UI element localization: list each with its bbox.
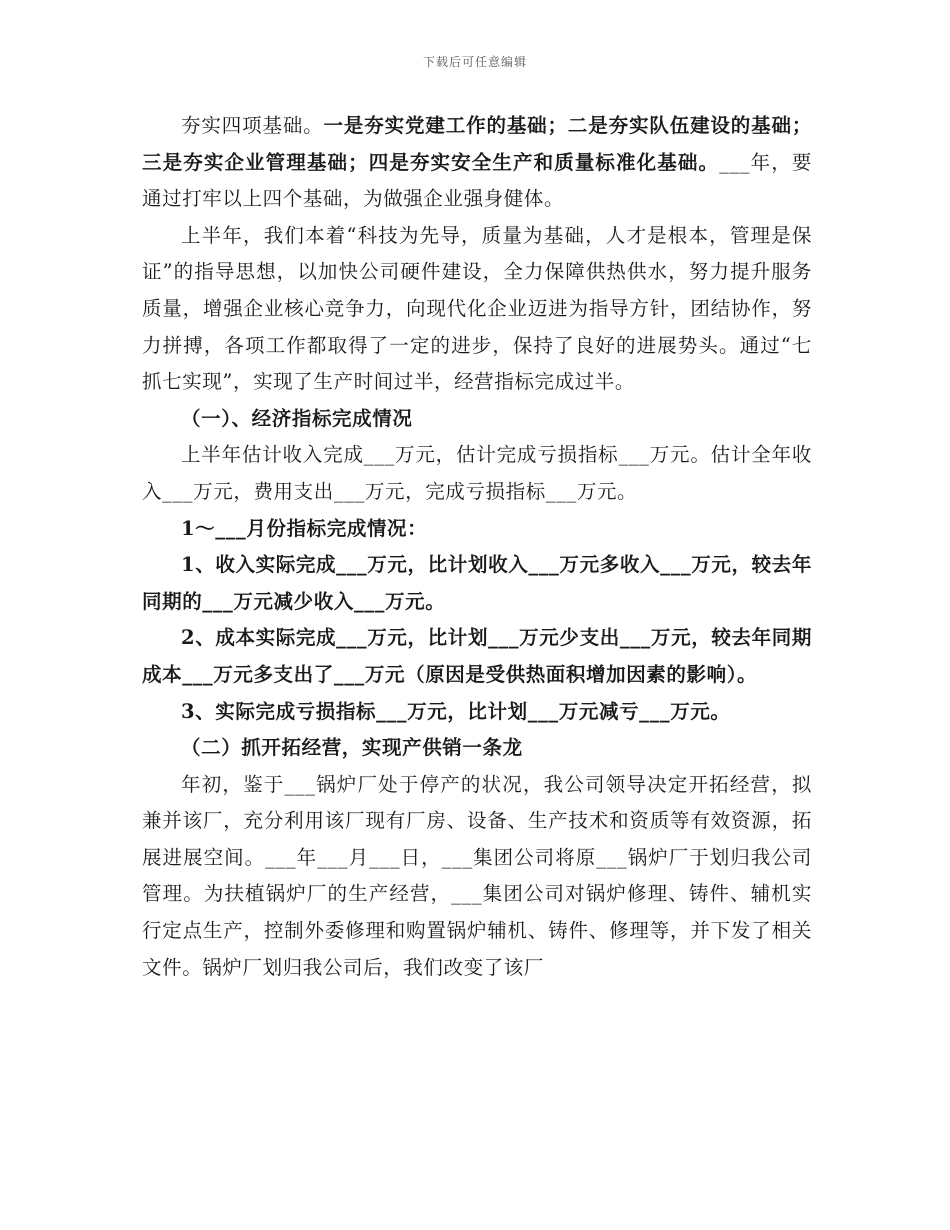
paragraph-foundations — [142, 108, 812, 218]
paragraph-first-half-summary: 上半年，我们本着“科技为先导，质量为基础，人才是根本，管理是保证”的指导思想，以加快公司硬件建设，全力保障供热供水，努力提升服务质量，增强企业核心竞争力，向现代化企业迈进为指导方针，团结协作，努力拼搏，各项工作都取得了一定的进步，保持了良好的进展势头。通过“七抓七实现”，实现了生产时间过半，经营指标完成过半。 — [142, 223, 812, 394]
paragraph-foundations-bold: 一是夯实党建工作的基础；二是夯实队伍建设的基础；三是夯实企业管理基础；四是夯实安全生产和质量标准化基础。 — [142, 114, 812, 174]
section-heading-economic-indicators: （一）、经济指标完成情况 — [181, 406, 413, 430]
list-item-loss: 3、实际完成亏损指标___万元，比计划___万元减亏___万元。 — [181, 699, 731, 723]
document-body — [142, 108, 812, 986]
paragraph-boiler-factory: 年初，鉴于___锅炉厂处于停产的状况，我公司领导决定开拓经营，拟兼并该厂，充分利用该厂现有厂房、设备、生产技术和资质等有效资源，拓展进展空间。___年___月___日，___集团公司将原___锅炉厂于划归我公司管理。为扶植锅炉厂的生产经营，___集团公司对锅炉修理、铸件、辅机实行定点生产，控制外委修理和购置锅炉辅机、铸件、修理等，并下发了相关文件。锅炉厂划归我公司后，我们改变了该厂 — [142, 772, 812, 979]
paragraph-foundations-tail: ___年，要通过打牢以上四个基础，为做强企业强身健体。 — [142, 150, 812, 211]
paragraph-foundations-lead: 夯实四项基础。 — [181, 114, 324, 137]
list-item-income: 1、收入实际完成___万元，比计划收入___万元多收入___万元，较去年同期的___万元减少收入___万元。 — [142, 553, 812, 613]
subheading-monthly-indicators: 1～___月份指标完成情况： — [181, 516, 428, 540]
list-item-cost: 2、成本实际完成___万元，比计划___万元少支出___万元，较去年同期成本___万元多支出了___万元（原因是受供热面积增加因素的影响）。 — [142, 626, 812, 686]
page-header-note: 下载后可任意编辑 — [422, 55, 527, 69]
section-heading-business-expansion: （二）抓开拓经营，实现产供销一条龙 — [181, 736, 523, 760]
paragraph-income-estimate: 上半年估计收入完成___万元，估计完成亏损指标___万元。估计全年收入___万元，费用支出___万元，完成亏损指标___万元。 — [142, 443, 812, 503]
